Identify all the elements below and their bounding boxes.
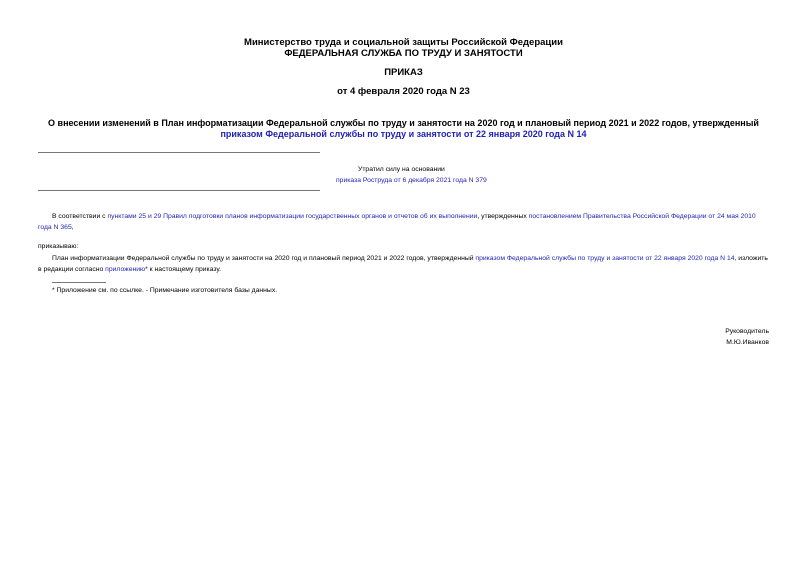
status-note-text: Утратил силу на основании <box>358 166 445 173</box>
appendix-link[interactable]: приложению <box>105 266 146 273</box>
order-paragraph <box>38 253 770 275</box>
rules-link[interactable]: пунктами 25 и 29 Правил подготовки планов информатизации государственных органов и отчетов об их выполнении <box>107 213 478 220</box>
ministry-name: Министерство труда и социальной защиты Российской Федерации <box>244 37 563 48</box>
order-word: приказываю: <box>38 243 79 250</box>
government-decree-link[interactable]: постановлением Правительства Российской Федерации от 24 мая 2010 года N 365 <box>38 213 756 231</box>
order-text-2: , изложить в редакции согласно <box>38 255 768 273</box>
document-type: ПРИКАЗ <box>384 67 423 78</box>
preamble-text-2: , утвержденных <box>477 213 529 220</box>
signature-position: Руководитель <box>725 328 769 335</box>
document-date-number: от 4 февраля 2020 года N 23 <box>337 86 470 97</box>
status-note-link[interactable]: приказа Роструда от 6 декабря 2021 года N 379 <box>336 177 487 184</box>
title-order-link[interactable]: приказом Федеральной службы по труду и занятости от 22 января 2020 года N 14 <box>220 129 587 139</box>
signature-name: М.Ю.Иванков <box>726 339 769 346</box>
preamble-text-3: , <box>71 224 74 231</box>
order-text-1: План информатизации Федеральной службы по труду и занятости на 2020 год и плановый период 2021 и 2022 годов, утвержденный <box>52 255 476 262</box>
order-text-3: * к настоящему приказу. <box>145 266 222 273</box>
preamble-text-1: В соответствии с <box>52 213 108 220</box>
status-note-link-line <box>336 175 487 186</box>
document-title: О внесении изменений в План информатизации Федеральной службы по труду и занятости на 2020 год и плановый период 2021 и 2022 годов, утвержденный <box>48 118 759 128</box>
order-14-link[interactable]: приказом Федеральной службы по труду и занятости от 22 января 2020 года N 14 <box>475 255 735 262</box>
footnote: * Приложение см. по ссылке. - Примечание изготовителя базы данных. <box>52 287 278 294</box>
footnote-divider <box>52 282 106 283</box>
preamble-paragraph <box>38 211 770 233</box>
divider-bottom <box>38 190 320 191</box>
divider-top <box>38 152 320 153</box>
title-link-line <box>0 128 807 140</box>
service-name: ФЕДЕРАЛЬНАЯ СЛУЖБА ПО ТРУДУ И ЗАНЯТОСТИ <box>284 48 523 59</box>
